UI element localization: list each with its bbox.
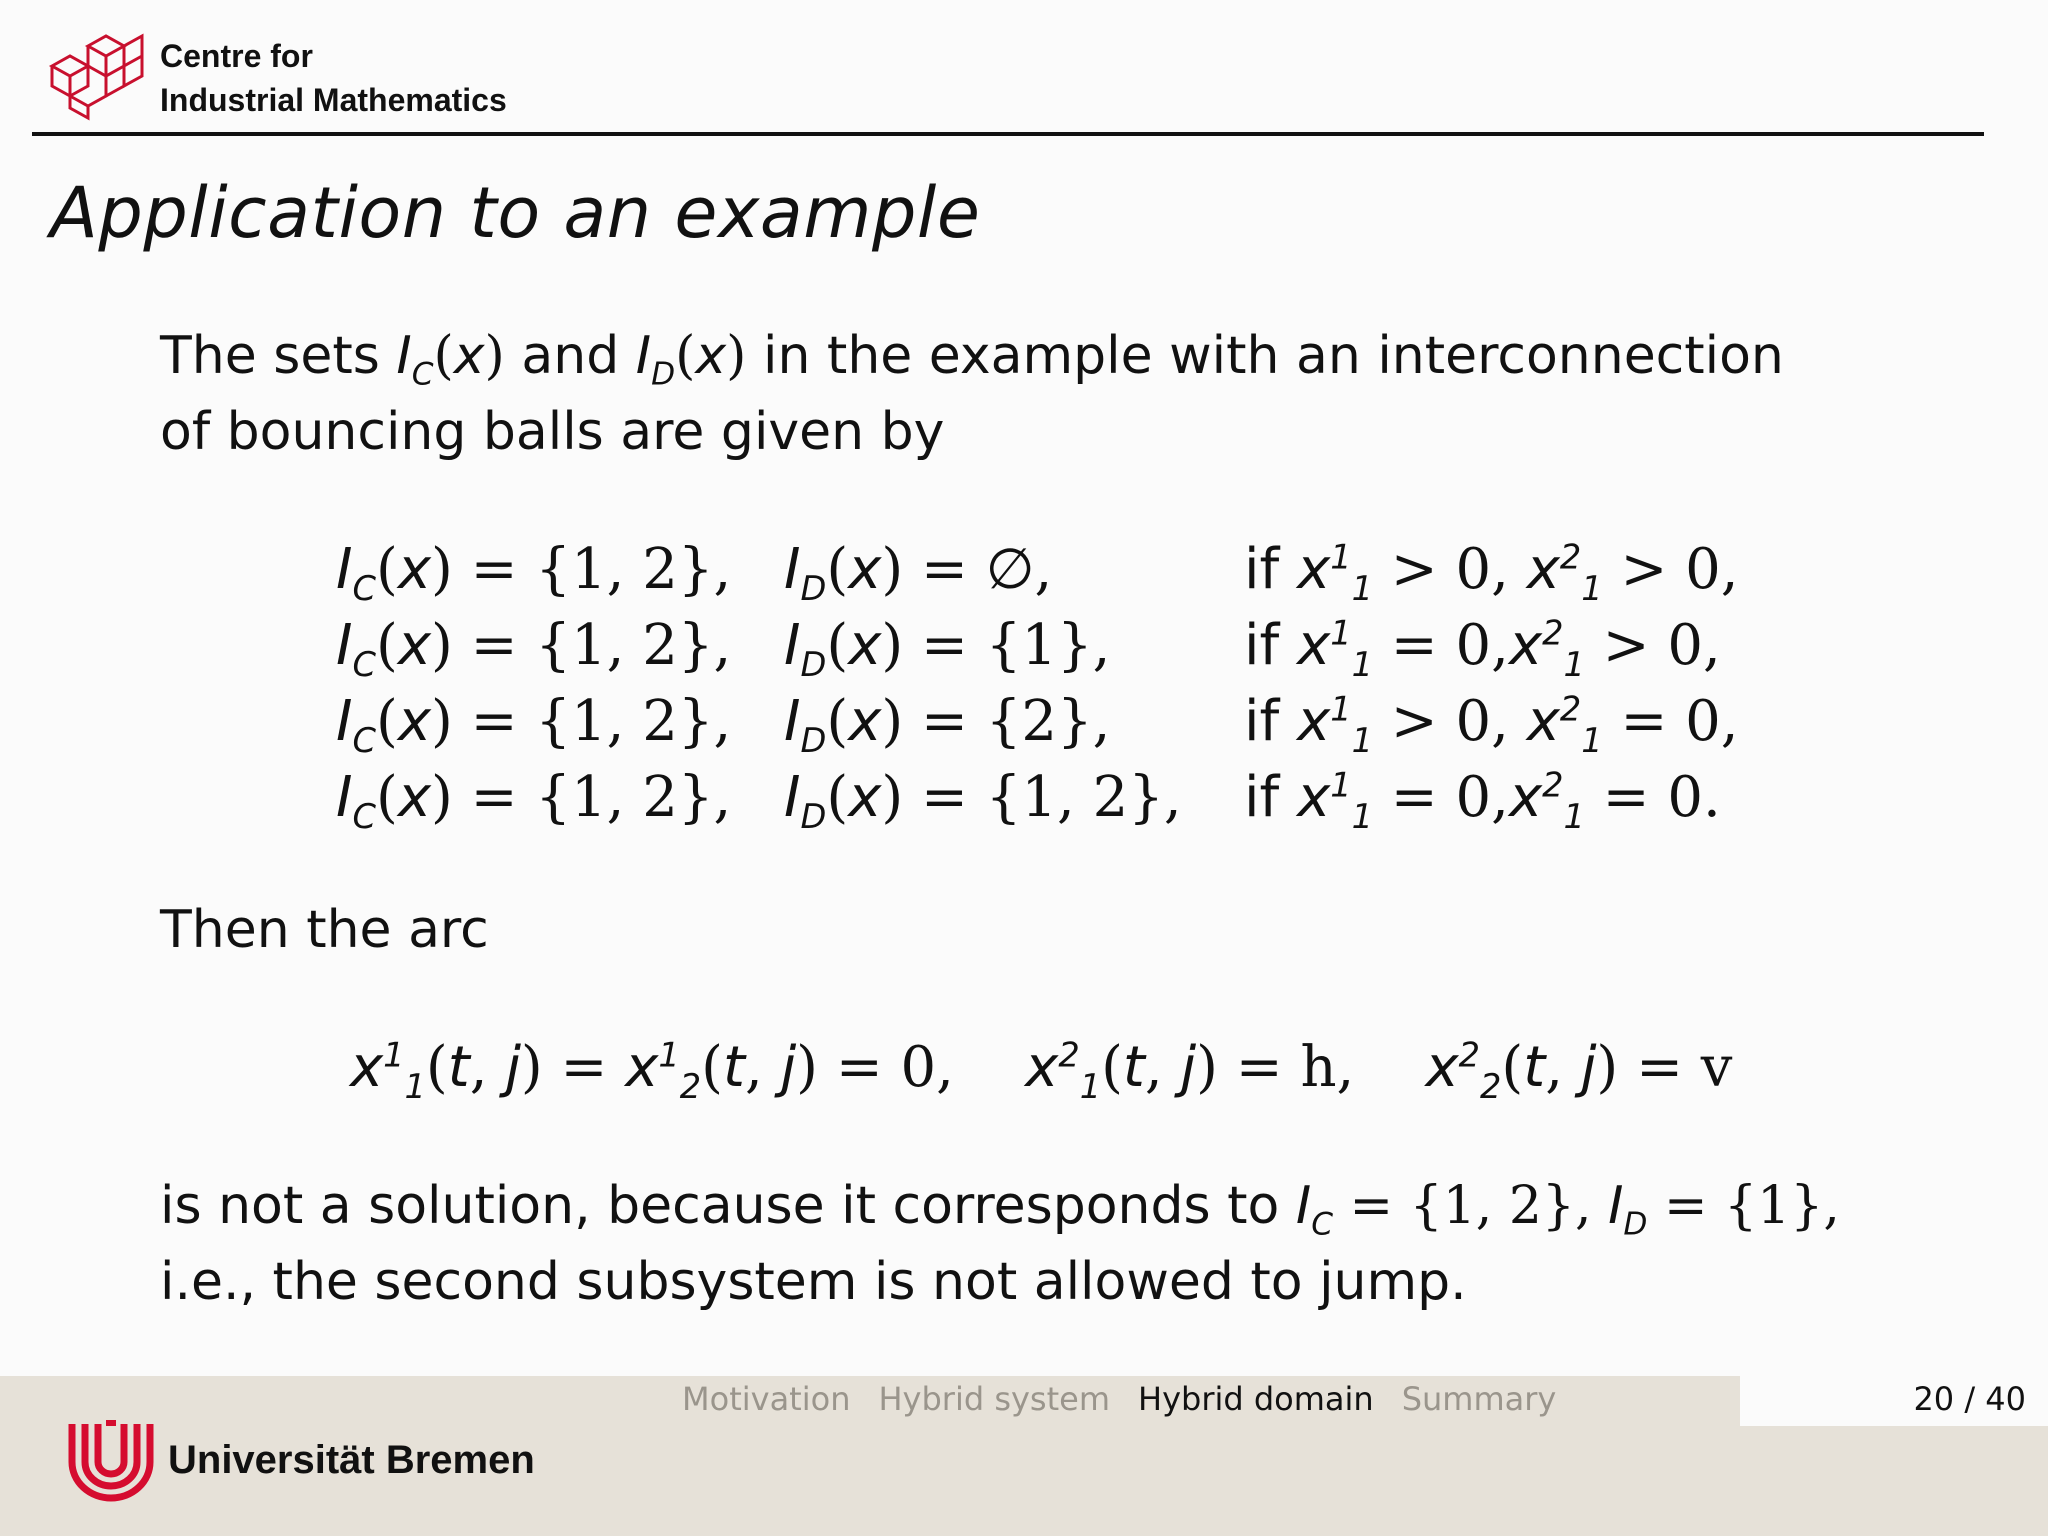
- slide-footer: [0, 1376, 2048, 1536]
- nav-hybrid-system[interactable]: Hybrid system: [878, 1380, 1110, 1418]
- case-cond-2: > 0,: [1620, 537, 1739, 602]
- intro-paragraph: [160, 318, 1784, 470]
- case-table: [336, 532, 1739, 836]
- page-number-box: [1740, 1376, 2048, 1426]
- conclusion-ic: = {1, 2},: [1349, 1176, 1592, 1236]
- case-id: ∅,: [985, 537, 1053, 602]
- case-row: $I_C(x) = \{1$, 2}, $I_D(x) = \{2\}$, if $x^1_1 > 0$, $x^2_1 = 0$,: [336, 689, 1739, 761]
- case-cond-2: = 0,: [1620, 689, 1739, 754]
- university-name: Universität Bremen: [168, 1438, 535, 1482]
- conclusion-line-2: i.e., the second subsystem is not allowed to jump.: [160, 1252, 1467, 1312]
- header-divider: [32, 132, 1984, 136]
- conclusion-id: = {1},: [1663, 1176, 1840, 1236]
- case-ic: {1, 2},: [535, 613, 732, 678]
- case-ic: {1, 2},: [535, 537, 732, 602]
- arc-part-2: = h,: [1235, 1035, 1355, 1100]
- institute-name: [160, 34, 507, 122]
- intro-line-1: The sets $I_C(x)$ and $I_D(x)$ in the example with an interconnection: [160, 326, 1784, 393]
- case-id: {1},: [985, 613, 1111, 678]
- id-symbol: $I_D$: [635, 326, 676, 393]
- arc-part-1: = 0,: [835, 1035, 954, 1100]
- case-row: $I_C(x) = \{1$, 2}, $I_D(x) = \{1\}$, if $x^1_1 = 0,x^2_1 > 0$,: [336, 613, 1721, 685]
- case-cond-1: > 0,: [1390, 537, 1509, 602]
- case-cond-2: = 0.: [1602, 765, 1721, 830]
- institute-line-2: Industrial Mathematics: [160, 82, 507, 118]
- case-id: {2},: [985, 689, 1111, 754]
- case-cond-1: = 0,: [1390, 613, 1509, 678]
- ic-symbol: $I_C$: [396, 326, 434, 393]
- nav-motivation[interactable]: Motivation: [682, 1380, 851, 1418]
- case-id: {1, 2},: [985, 765, 1182, 830]
- section-nav: [682, 1380, 1584, 1418]
- cim-logo-icon: [44, 26, 148, 122]
- case-row: $I_C(x) = \{1$, 2}, $I_D(x)$ = ∅, if $x^1_1 > 0$, $x^2_1 > 0$,: [336, 537, 1739, 609]
- case-row: $I_C(x) = \{1$, 2}, $I_D(x) = \{1$, 2}, if $x^1_1 = 0,x^2_1 = 0$.: [336, 765, 1721, 837]
- intro-line-2: of bouncing balls are given by: [160, 402, 945, 462]
- case-cond-2: > 0,: [1602, 613, 1721, 678]
- nav-hybrid-domain[interactable]: Hybrid domain: [1138, 1380, 1374, 1418]
- case-cond-1: = 0,: [1390, 765, 1509, 830]
- case-ic: {1, 2},: [535, 689, 732, 754]
- slide-title: Application to an example: [50, 172, 981, 254]
- university-logo-icon: [66, 1420, 156, 1502]
- nav-summary[interactable]: Summary: [1401, 1380, 1557, 1418]
- conclusion-line-1: is not a solution, because it corresponds to $I_C = \{1$, 2}, $I_D = \{1\}$,: [160, 1176, 1840, 1243]
- arc-part-3: = v: [1636, 1035, 1733, 1100]
- conclusion-paragraph: [160, 1168, 1840, 1320]
- institute-line-1: Centre for: [160, 38, 313, 74]
- slide-header: [0, 0, 2048, 140]
- case-cond-1: > 0,: [1390, 689, 1509, 754]
- page-number: 20 / 40: [1913, 1380, 2026, 1418]
- then-text: Then the arc: [160, 900, 489, 960]
- case-ic: {1, 2},: [535, 765, 732, 830]
- nav-bar: [0, 1376, 1740, 1426]
- arc-equation: $x^1_1(t$, $j) = x^1_2(t$, j) = 0, $x^2_1(t$, j) = h, $x^2_2(t$, j) = v: [350, 1035, 1733, 1107]
